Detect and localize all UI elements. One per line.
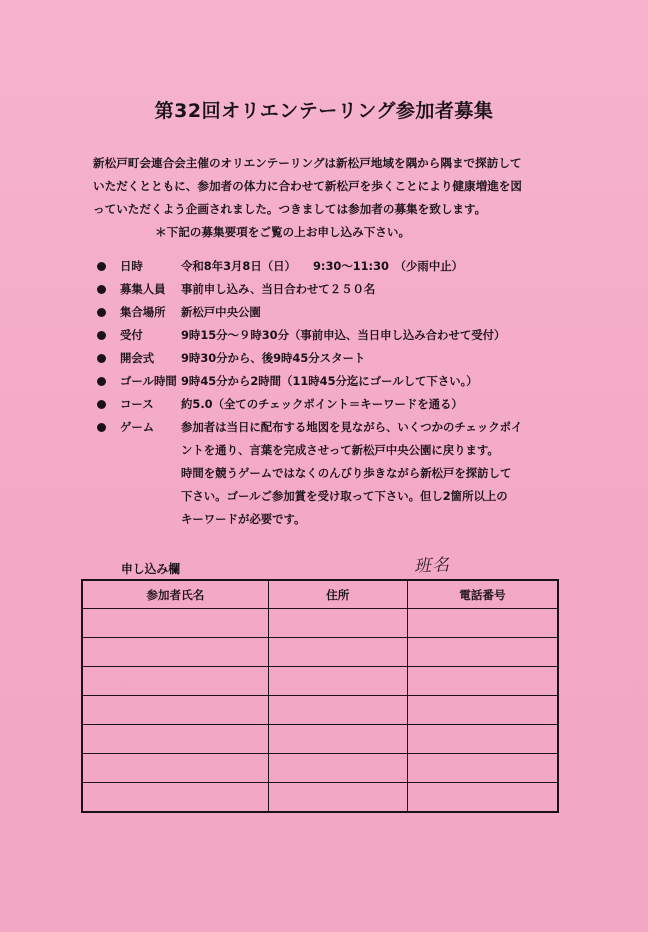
- address-cell[interactable]: [268, 638, 407, 667]
- bullet-icon: [97, 400, 106, 409]
- application-form-label: 申し込み欄: [121, 562, 180, 576]
- column-header-address: 住所: [268, 580, 407, 609]
- address-cell[interactable]: [268, 725, 407, 754]
- detail-label: 受付: [120, 328, 143, 342]
- handwritten-group-name: 班名: [413, 555, 451, 577]
- name-cell[interactable]: [82, 696, 268, 725]
- game-line: ントを通り、言葉を完成させって新松戸中央公園に戻ります。: [181, 443, 499, 457]
- phone-cell[interactable]: [407, 725, 558, 754]
- name-cell[interactable]: [82, 783, 268, 813]
- bullet-icon: [97, 331, 106, 340]
- detail-label: ゴール時間: [120, 374, 177, 388]
- detail-item-course: [97, 393, 577, 416]
- column-header-name: 参加者氏名: [82, 580, 268, 609]
- table-row: [82, 783, 558, 813]
- detail-value: 9時30分から、後9時45分スタート: [181, 351, 366, 365]
- table-body: [82, 609, 558, 813]
- address-cell[interactable]: [268, 754, 407, 783]
- intro-paragraph: [93, 152, 573, 244]
- detail-item-opening: [97, 347, 577, 370]
- application-table: [81, 579, 559, 813]
- name-cell[interactable]: [82, 754, 268, 783]
- address-cell[interactable]: [268, 696, 407, 725]
- detail-value: 新松戸中央公園: [181, 305, 261, 319]
- detail-item-goal-time: [97, 370, 577, 393]
- intro-line: っていただくよう企画されました。つきましては参加者の募集を致します。: [93, 202, 487, 216]
- detail-label: 募集人員: [120, 282, 166, 296]
- detail-item-capacity: [97, 278, 577, 301]
- bullet-icon: [97, 285, 106, 294]
- table-row: [82, 696, 558, 725]
- name-cell[interactable]: [82, 667, 268, 696]
- phone-cell[interactable]: [407, 783, 558, 813]
- detail-label: 日時: [120, 259, 143, 273]
- table-row: [82, 609, 558, 638]
- bullet-icon: [97, 262, 106, 271]
- detail-item-meeting-place: [97, 301, 577, 324]
- detail-label: コース: [120, 397, 154, 411]
- game-line: 参加者は当日に配布する地図を見ながら、いくつかのチェックポイ: [181, 420, 523, 434]
- game-line: キーワードが必要です。: [181, 512, 306, 526]
- bullet-icon: [97, 354, 106, 363]
- phone-cell[interactable]: [407, 667, 558, 696]
- detail-value: 9時45分から2時間（11時45分迄にゴールして下さい。）: [181, 374, 478, 388]
- table-row: [82, 725, 558, 754]
- flyer-title: 第32回オリエンテーリング参加者募集: [154, 100, 494, 122]
- table-row: [82, 754, 558, 783]
- bullet-icon: [97, 377, 106, 386]
- name-cell[interactable]: [82, 638, 268, 667]
- intro-line: いただくとともに、参加者の体力に合わせて新松戸を歩くことにより健康増進を図: [93, 179, 522, 193]
- table-row: [82, 638, 558, 667]
- game-line: 時間を競うゲームではなくのんびり歩きながら新松戸を探訪して: [181, 466, 512, 480]
- detail-value: 約5.0（全てのチェックポイント＝キーワードを通る）: [181, 397, 463, 411]
- name-cell[interactable]: [82, 609, 268, 638]
- bullet-icon: [97, 423, 106, 432]
- table-row: [82, 667, 558, 696]
- intro-line: 新松戸町会連合会主催のオリエンテーリングは新松戸地域を隅から隅まで探訪して: [93, 156, 522, 170]
- game-line: 下さい。ゴールご参加賞を受け取って下さい。但し2箇所以上の: [181, 489, 508, 503]
- address-cell[interactable]: [268, 783, 407, 813]
- detail-item-game: [97, 416, 577, 531]
- column-header-phone: 電話番号: [407, 580, 558, 609]
- game-description: [181, 416, 577, 531]
- details-list: [97, 255, 577, 531]
- phone-cell[interactable]: [407, 638, 558, 667]
- detail-label: ゲーム: [120, 420, 155, 434]
- detail-item-date: [97, 255, 577, 278]
- bullet-icon: [97, 308, 106, 317]
- detail-label: 集合場所: [120, 305, 166, 319]
- detail-label: 開会式: [120, 351, 155, 365]
- address-cell[interactable]: [268, 609, 407, 638]
- phone-cell[interactable]: [407, 609, 558, 638]
- name-cell[interactable]: [82, 725, 268, 754]
- address-cell[interactable]: [268, 667, 407, 696]
- intro-note: ＊下記の募集要項をご覧の上お申し込み下さい。: [155, 225, 411, 239]
- detail-value: 9時15分〜９時30分（事前申込、当日申し込み合わせて受付）: [181, 328, 506, 342]
- application-table-wrapper: [81, 579, 559, 813]
- detail-item-reception: [97, 324, 577, 347]
- phone-cell[interactable]: [407, 754, 558, 783]
- table-header-row: [82, 580, 558, 609]
- detail-value: 事前申し込み、当日合わせて２５０名: [181, 282, 376, 296]
- phone-cell[interactable]: [407, 696, 558, 725]
- detail-value: 令和8年3月8日（日） 9:30〜11:30 （少雨中止）: [181, 259, 463, 273]
